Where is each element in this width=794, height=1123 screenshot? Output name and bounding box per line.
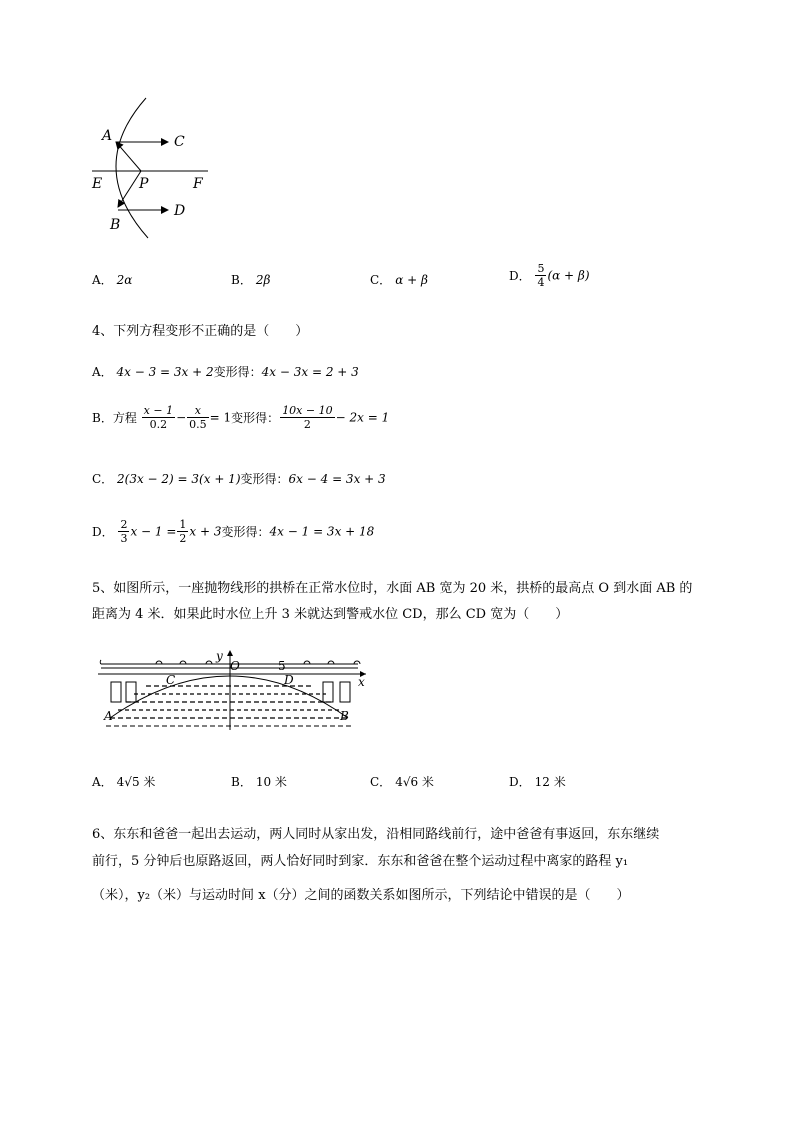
q5-stem-line2: 距离为 4 米．如果此时水位上升 3 米就达到警戒水位 CD，那么 CD 宽为（ ） [92,607,569,622]
figure-mirror-rays [80,92,220,242]
fraction-b3: $\frac{10x - 10}{2}$ [282,404,333,431]
fraction-d2: $\frac{1}{2}$ [179,518,187,545]
svg-text:C: C [166,673,176,687]
q6-stem-line1: 6、东东和爸爸一起出去运动，两人同时从家出发，沿相同路线前行，途中爸爸有事返回，东东继续 [92,827,660,842]
q5-option-d[interactable]: D． 12 米 [509,775,566,789]
q5-option-a[interactable]: A． 4√5 米 [92,775,156,789]
q4-option-b[interactable]: B．方程 $\frac{x - 1}{0.2}$ − $\frac{x}{0.5}$ = 1变形得： $\frac{10x - 10}{2}$ − 2x = 1 [92,404,390,431]
ray-PB [118,171,141,207]
svg-text:y: y [216,649,223,663]
q6-stem-line3: （米），y₂（米）与运动时间 x（分）之间的函数关系如图所示，下列结论中错误的是（ ） [92,888,630,903]
label-D: D [174,203,186,219]
fraction-d1: $\frac{2}{3}$ [120,518,128,545]
label-P: P [139,176,149,192]
q4-option-c[interactable]: C． 2(3x − 2) = 3(x + 1)变形得：6x − 4 = 3x + 3 [92,472,386,486]
q5-option-c[interactable]: C． 4√6 米 [370,775,434,789]
label-C: C [174,134,185,150]
q5-stem-line1: 5、如图所示，一座抛物线形的拱桥在正常水位时，水面 AB 宽为 20 米，拱桥的最高点 O 到水面 AB 的 [92,581,693,596]
svg-text:D: D [284,673,294,687]
q4-option-a[interactable]: A． 4x − 3 = 3x + 2变形得：4x − 3x = 2 + 3 [92,365,359,379]
q3-option-a[interactable]: A． 2α [92,273,133,287]
fraction-5-4: $\frac{5}{4}$ [537,262,545,289]
svg-text:B: B [340,709,349,723]
q3-option-d[interactable]: D． $\frac{5}{4}$ (α + β) [509,262,590,289]
svg-text:x: x [358,675,365,689]
fraction-b1: $\frac{x - 1}{0.2}$ [143,404,174,431]
fraction-b2: $\frac{x}{0.5}$ [189,404,207,431]
svg-text:O: O [230,659,240,673]
q5-option-b[interactable]: B． 10 米 [231,775,287,789]
svg-text:A: A [104,709,113,723]
q4-option-d[interactable]: D． $\frac{2}{3}$ x − 1 = $\frac{1}{2}$ x + 3变形得：4x − 1 = 3x + 18 [92,518,375,545]
ray-PA [116,142,141,171]
svg-text:5: 5 [278,659,286,673]
q3-option-c[interactable]: C． α + β [370,273,428,287]
label-B: B [110,217,121,233]
figure-arch-bridge [96,648,376,734]
q3-option-b[interactable]: B． 2β [231,273,271,287]
curved-mirror [116,98,148,238]
parabolic-arch [110,676,348,718]
q4-stem: 4、下列方程变形不正确的是（ ） [92,324,309,339]
label-E: E [92,176,103,192]
label-A: A [102,128,113,144]
label-F: F [193,176,203,192]
q6-stem-line2: 前行，5 分钟后也原路返回，两人恰好同时到家．东东和爸爸在整个运动过程中离家的路程 y₁ [92,854,629,869]
